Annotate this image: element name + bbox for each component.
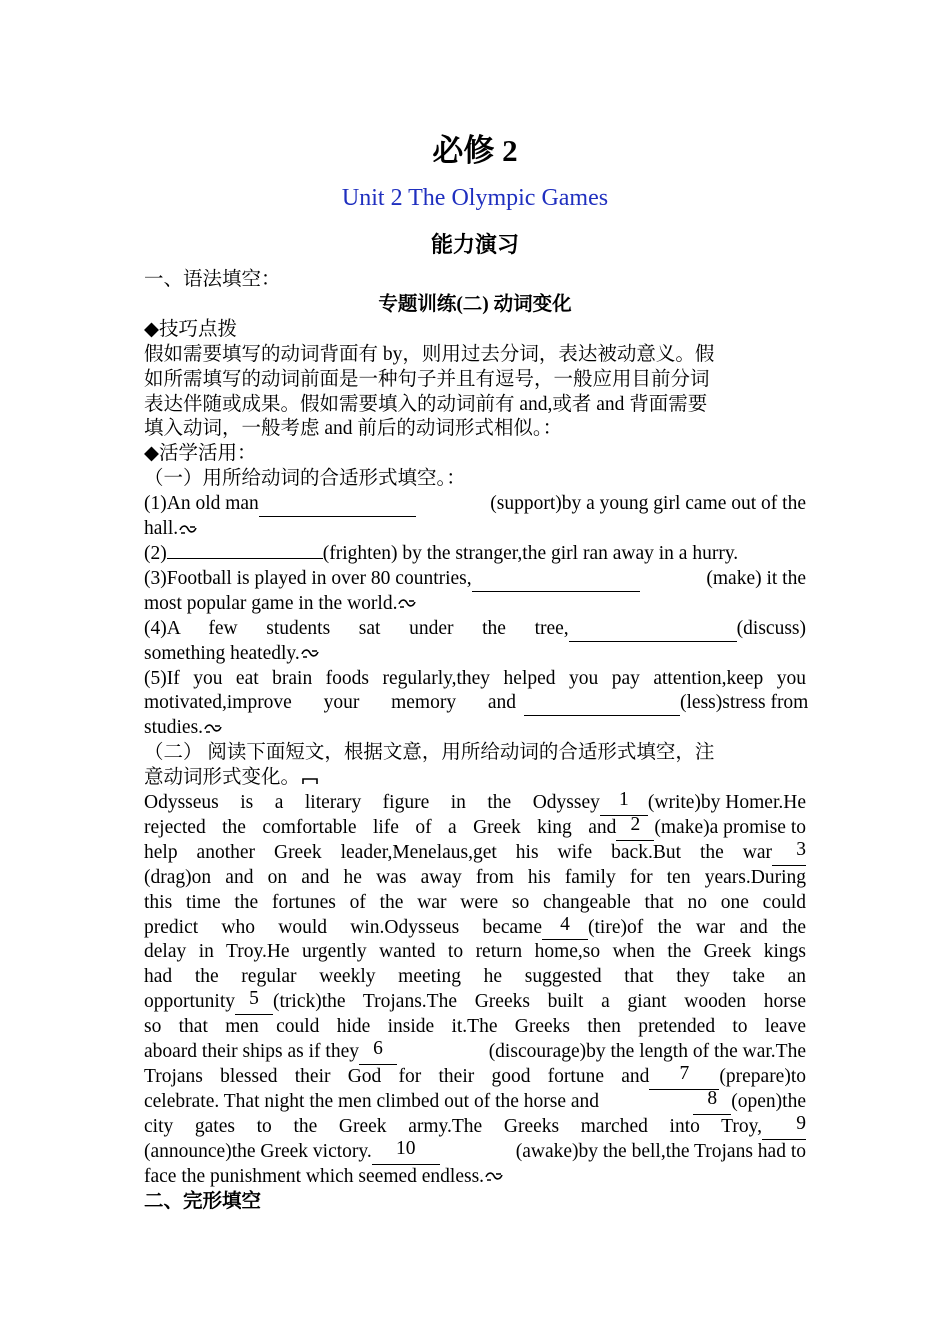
answer-blank[interactable]: 6 bbox=[359, 1040, 397, 1065]
answer-blank[interactable]: 10 bbox=[372, 1140, 440, 1165]
passage-line: delay in Troy.He urgently wanted to return home,so when the Greek kings bbox=[144, 941, 806, 963]
scroll-icon bbox=[204, 723, 222, 735]
q2-text: (frighten) by the stranger,the girl ran away in a hurry. bbox=[322, 542, 739, 564]
sub2-label: （二） 阅读下面短文，根据文意，用所给动词的合适形式填空，注 bbox=[144, 742, 715, 764]
question-5-line bbox=[144, 716, 806, 741]
passage-line: Trojans blessed their God for their good fortune and 7 (prepare)to bbox=[144, 1065, 806, 1090]
q1-text: (support)by a young girl came out of the bbox=[490, 493, 806, 515]
question-1-line bbox=[144, 517, 806, 542]
passage-line: (drag)on and on and he was away from his family for ten years.During bbox=[144, 866, 806, 888]
passage-line: face the punishment which seemed endless. bbox=[144, 1165, 806, 1190]
document-body bbox=[144, 268, 809, 1214]
q4-text: (4)A few students sat under the tree, bbox=[144, 617, 569, 639]
question-3-line bbox=[144, 592, 806, 617]
sub1-label: （一）用所给动词的合适形式填空。： bbox=[144, 468, 466, 490]
answer-blank[interactable]: 8 bbox=[693, 1090, 731, 1115]
passage-line: help another Greek leader,Menelaus,get his wife back.But the war 3 bbox=[144, 841, 806, 866]
passage-line: rejected the comfortable life of a Greek king and 2 (make)a promise to bbox=[144, 816, 806, 841]
scroll-icon bbox=[398, 598, 416, 610]
passage-line: so that men could hide inside it.The Greeks then pretended to leave bbox=[144, 1016, 806, 1038]
answer-blank[interactable]: 3 bbox=[772, 841, 806, 866]
question-2-line bbox=[144, 542, 806, 567]
practice-label: ◆活学活用： bbox=[144, 443, 257, 465]
question-4-line bbox=[144, 617, 806, 642]
tips-line: 表达伴随或成果。假如需要填入的动词前有 and,或者 and 背面需要 bbox=[144, 393, 708, 415]
question-5-line: (5)If you eat brain foods regularly,they helped you pay attention,keep you bbox=[144, 667, 806, 689]
question-3-line bbox=[144, 567, 806, 592]
answer-blank[interactable]: 5 bbox=[235, 990, 273, 1015]
answer-blank[interactable]: 9 bbox=[762, 1115, 806, 1140]
part2-label: 二、完形填空 bbox=[144, 1190, 262, 1212]
q2-text: (2) bbox=[144, 542, 167, 564]
bracket-icon bbox=[301, 773, 319, 785]
answer-blank[interactable]: 4 bbox=[542, 916, 588, 941]
section-heading: 能力演习 bbox=[430, 232, 519, 257]
q1-text: (1)An old man bbox=[144, 493, 259, 515]
passage-line: opportunity 5 (trick)the Trojans.The Greeks built a giant wooden horse bbox=[144, 990, 806, 1015]
q5-text: studies. bbox=[144, 717, 204, 739]
q3-text: (3)Football is played in over 80 countries, bbox=[144, 567, 472, 589]
tips-line: 填入动词，一般考虑 and 前后的动词形式相似。： bbox=[144, 418, 563, 440]
unit-title: Unit 2 The Olympic Games bbox=[341, 185, 609, 211]
document-page bbox=[144, 128, 809, 1214]
passage-line: celebrate. That night the men climbed out of the horse and 8 (open)the bbox=[144, 1090, 806, 1115]
tips-paragraph bbox=[144, 343, 806, 443]
answer-blank[interactable] bbox=[167, 558, 323, 559]
answer-blank[interactable]: 1 bbox=[600, 791, 648, 816]
q4-text: something heatedly. bbox=[144, 642, 300, 664]
scroll-icon bbox=[485, 1171, 503, 1183]
answer-blank[interactable]: 2 bbox=[616, 816, 654, 841]
answer-blank[interactable]: 7 bbox=[649, 1065, 719, 1090]
scroll-icon bbox=[301, 648, 319, 660]
sub2-label: 意动词形式变化。 bbox=[144, 766, 806, 791]
tips-label: ◆技巧点拨 bbox=[144, 318, 237, 340]
answer-blank[interactable] bbox=[524, 691, 680, 716]
question-1-line bbox=[144, 492, 806, 517]
passage-line: this time the fortunes of the war were so changeable that no one could bbox=[144, 891, 806, 913]
passage-line: aboard their ships as if they 6 (discourage)by the length of the war.The bbox=[144, 1040, 806, 1065]
scroll-icon bbox=[179, 524, 197, 536]
part1-label: 一、语法填空： bbox=[144, 269, 281, 290]
question-4-line bbox=[144, 642, 806, 667]
passage-line: city gates to the Greek army.The Greeks marched into Troy, 9 bbox=[144, 1115, 806, 1140]
answer-blank[interactable] bbox=[259, 492, 416, 517]
answer-blank[interactable] bbox=[569, 617, 737, 642]
q5-text: (less)stress from bbox=[680, 692, 809, 714]
document-title: 必修 2 bbox=[432, 133, 518, 168]
tips-line: 如所需填写的动词前面是一种句子并且有逗号，一般应用目前分词 bbox=[144, 368, 710, 390]
answer-blank[interactable] bbox=[472, 567, 640, 592]
q3-text: most popular game in the world. bbox=[144, 592, 398, 614]
q4-text: (discuss) bbox=[736, 617, 806, 639]
q3-text: (make) it the bbox=[706, 567, 806, 589]
passage-line: predict who would win.Odysseus became 4 (tire)of the war and the bbox=[144, 916, 806, 941]
q5-text: motivated,improve your memory and bbox=[144, 692, 516, 714]
tips-line: 假如需要填写的动词背面有 by，则用过去分词，表达被动意义。假 bbox=[144, 343, 715, 365]
passage-line: had the regular weekly meeting he suggested that they take an bbox=[144, 966, 806, 988]
topic-title: 专题训练(二) 动词变化 bbox=[378, 293, 572, 315]
passage-line: (announce)the Greek victory. 10 (awake)by the bell,the Trojans had to bbox=[144, 1140, 806, 1165]
question-5-line bbox=[144, 691, 809, 716]
passage-line: Odysseus is a literary figure in the Odyssey 1 (write)by Homer.He bbox=[144, 791, 806, 816]
q1-text: hall. bbox=[144, 518, 179, 540]
